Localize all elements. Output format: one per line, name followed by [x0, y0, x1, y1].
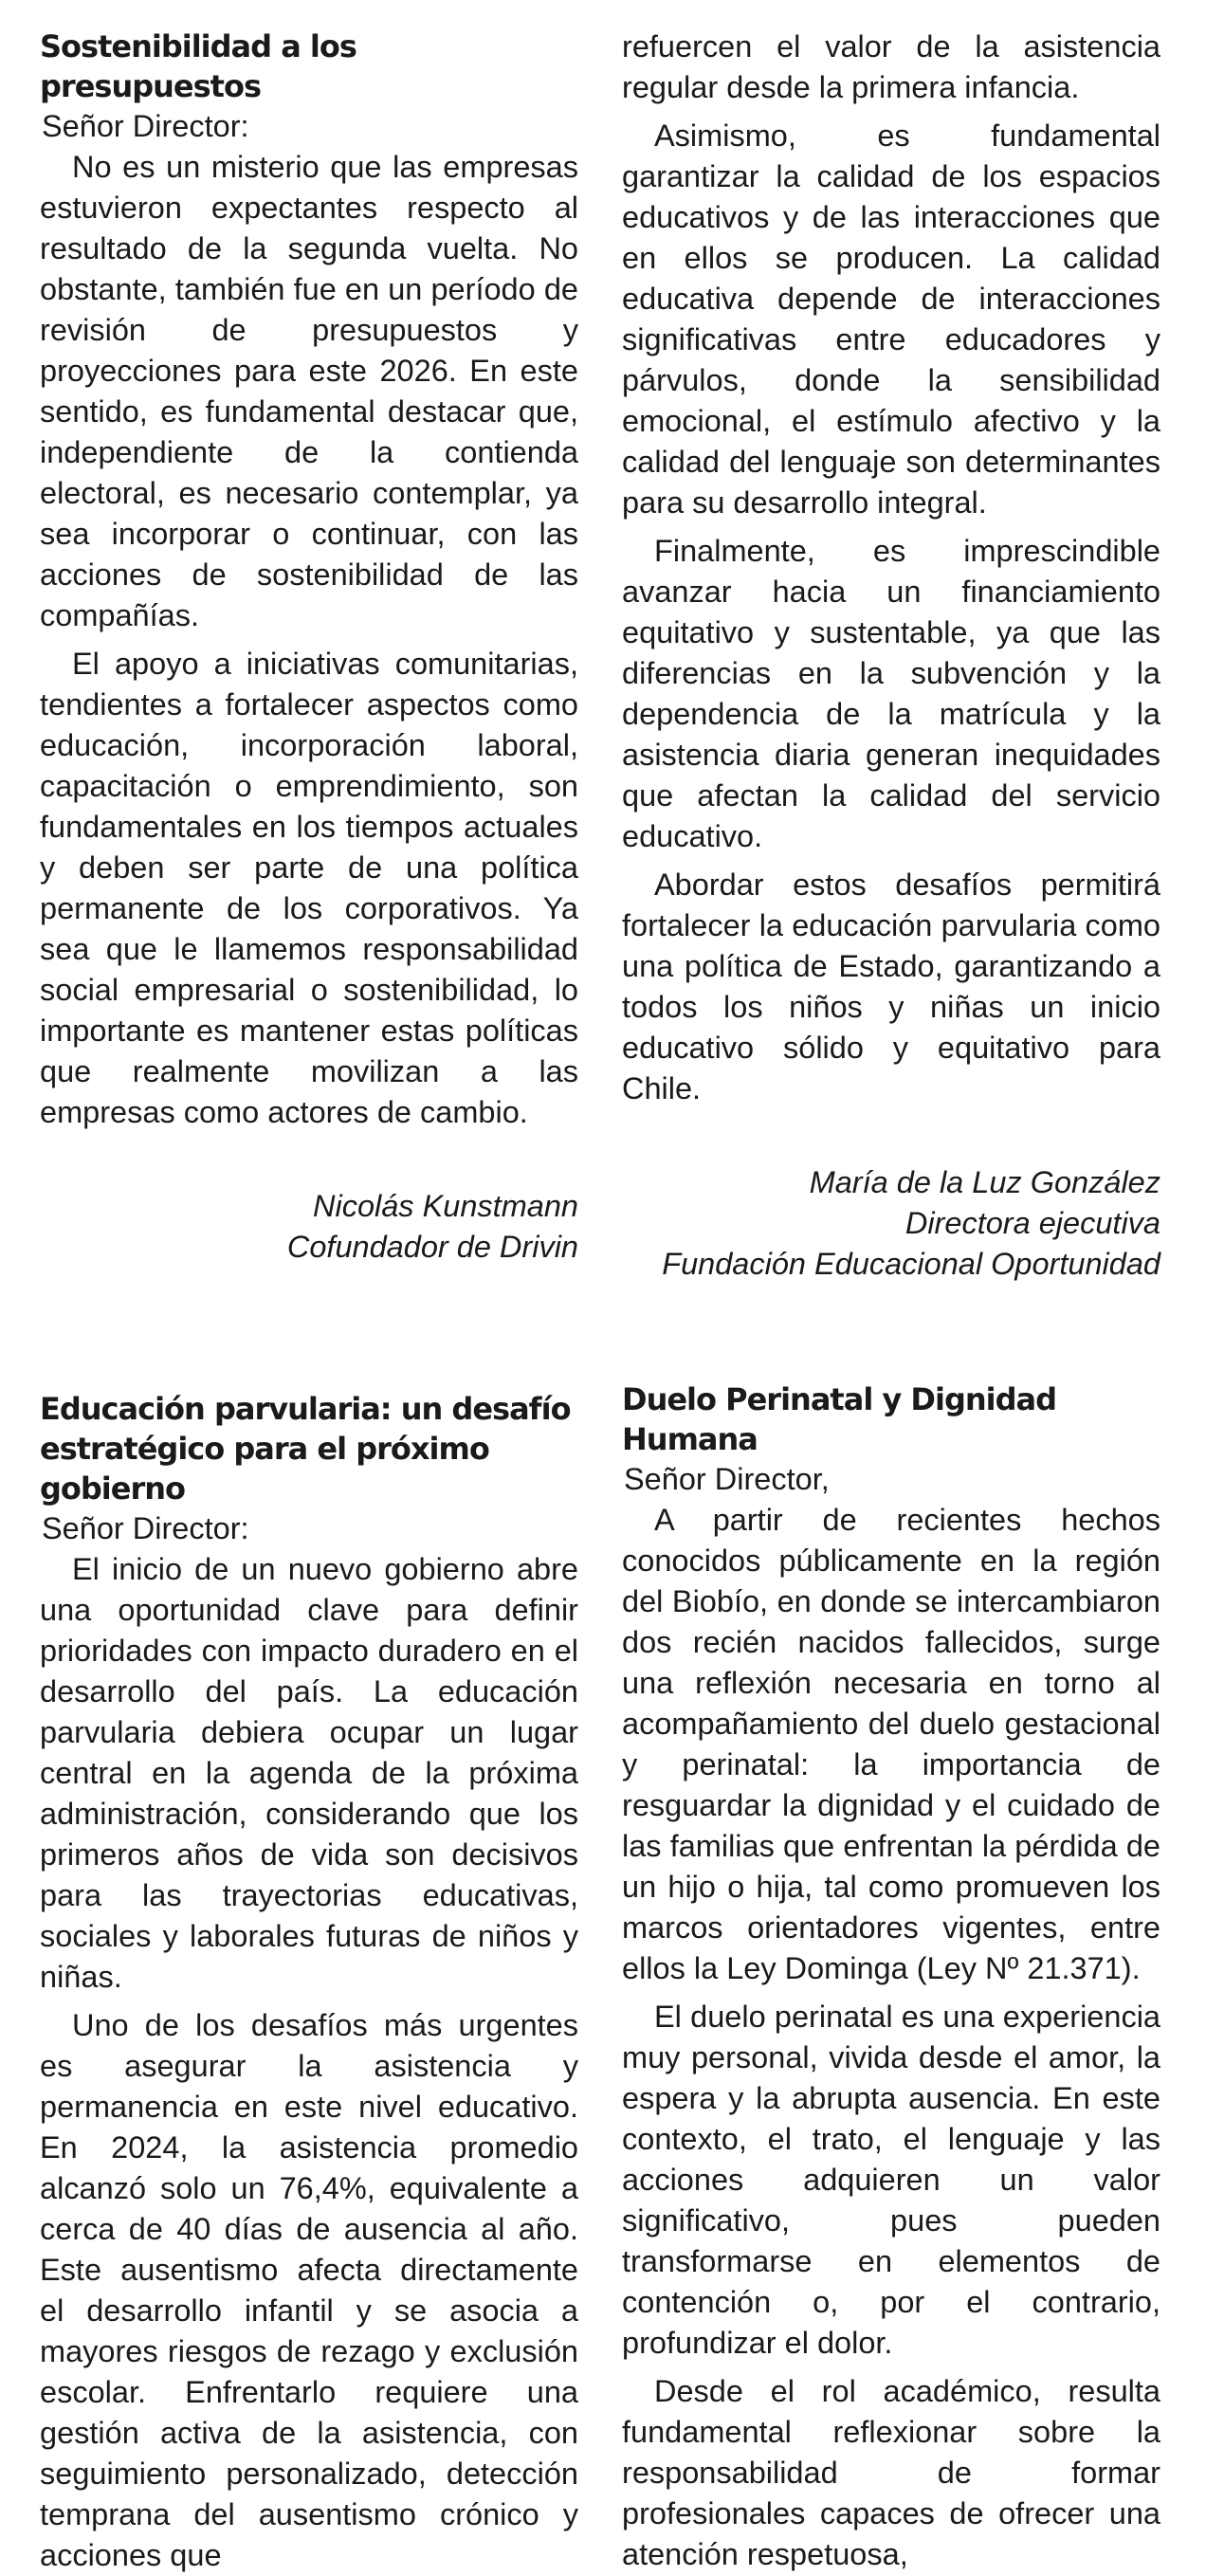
left-column	[40, 27, 578, 2576]
letter-signature	[40, 1186, 578, 1268]
signature-organization: Fundación Educacional Oportunidad	[662, 1247, 1160, 1281]
letter-paragraph: El apoyo a iniciativas comunitarias, tendientes a fortalecer aspectos como educación, incorporación laboral, capacitación o emprendimiento, son fundamentales en los tiempos actuales y deben ser parte de una política permanente de los corporativos. Ya sea que le llamemos responsabilidad social empresarial o sostenibilidad, lo importante es mantener estas políticas que realmente movilizan a las empresas como actores de cambio.	[40, 647, 578, 1129]
letter-sostenibilidad	[40, 27, 578, 1268]
signature-name: Nicolás Kunstmann	[313, 1189, 578, 1223]
letter-separator	[622, 1285, 1160, 1379]
letter-signature	[622, 1162, 1160, 1285]
letter-paragraph: El inicio de un nuevo gobierno abre una oportunidad clave para definir prioridades con impacto duradero en el desarrollo del país. La educación parvularia debiera ocupar un lugar central en la agenda de la próxima administración, considerando que los primeros años de vida son decisivos para las trayectorias educativas, sociales y laborales futuras de niños y niñas.	[40, 1552, 578, 1994]
letter-duelo-perinatal	[622, 1379, 1160, 2575]
letter-paragraph: A partir de recientes hechos conocidos públicamente en la región del Biobío, en donde se intercambiaron dos recién nacidos fallecidos, surge una reflexión necesaria en torno al acompañamiento del duelo gestacional y perinatal: la importancia de resguardar la dignidad y el cuidado de las familias que enfrentan la pérdida de un hijo o hija, tal como promueven los marcos orientadores vigentes, entre ellos la Ley Dominga (Ley Nº 21.371).	[622, 1503, 1160, 1985]
letter-educacion-parvularia	[40, 1389, 578, 2576]
letter-separator	[40, 1268, 578, 1389]
letter-greeting: Señor Director:	[42, 1511, 249, 1545]
letter-paragraph-continuation: refuercen el valor de la asistencia regular desde la primera infancia.	[622, 29, 1160, 104]
letter-greeting: Señor Director:	[42, 109, 249, 143]
right-column	[622, 27, 1160, 2575]
letter-paragraph: No es un misterio que las empresas estuvieron expectantes respecto al resultado de la segunda vuelta. No obstante, también fue en un período de revisión de presupuestos y proyecciones para este 2026. En este sentido, es fundamental destacar que, independiente de la contienda electoral, es necesario contemplar, ya sea incorporar o continuar, con las acciones de sostenibilidad de las compañías.	[40, 150, 578, 632]
letter-paragraph: El duelo perinatal es una experiencia muy personal, vivida desde el amor, la espera y la abrupta ausencia. En este contexto, el trato, el lenguaje y las acciones adquieren un valor significativo, pues pueden transformarse en elementos de contención o, por el contrario, profundizar el dolor.	[622, 2000, 1160, 2360]
letter-paragraph: Desde el rol académico, resulta fundamental reflexionar sobre la responsabilidad de formar profesionales capaces de ofrecer una atención respetuosa,	[622, 2374, 1160, 2571]
letter-headline: Sostenibilidad a los presupuestos	[40, 28, 356, 104]
letter-paragraph: Asimismo, es fundamental garantizar la calidad de los espacios educativos y de las interacciones que en ellos se producen. La calidad educativa depende de interacciones significativas entre educadores y párvulos, donde la sensibilidad emocional, el estímulo afectivo y la calidad del lenguaje son determinantes para su desarrollo integral.	[622, 119, 1160, 520]
signature-title: Cofundador de Drivin	[286, 1230, 578, 1264]
signature-name: María de la Luz González	[809, 1165, 1160, 1199]
signature-title: Directora ejecutiva	[904, 1206, 1160, 1240]
letter-greeting: Señor Director,	[624, 1462, 830, 1496]
letter-paragraph: Uno de los desafíos más urgentes es asegurar la asistencia y permanencia en este nivel educativo. En 2024, la asistencia promedio alcanzó solo un 76,4%, equivalente a cerca de 40 días de ausencia al año. Este ausentismo afecta directamente el desarrollo infantil y se asocia a mayores riesgos de rezago y exclusión escolar. Enfrentarlo requiere una gestión activa de la asistencia, con seguimiento personalizado, detección temprana del ausentismo crónico y acciones que	[40, 2008, 578, 2572]
letter-paragraph: Abordar estos desafíos permitirá fortalecer la educación parvularia como una política de Estado, garantizando a todos los niños y niñas un inicio educativo sólido y equitativo para Chile.	[622, 868, 1160, 1105]
letter-paragraph: Finalmente, es imprescindible avanzar hacia un financiamiento equitativo y sustentable, ya que las diferencias en la subvención y la dependencia de la matrícula y la asistencia diaria generan inequidades que afectan la calidad del servicio educativo.	[622, 534, 1160, 853]
letter-headline: Duelo Perinatal y Dignidad Humana	[622, 1381, 1057, 1457]
letter-headline: Educación parvularia: un desafío estratégico para el próximo gobierno	[40, 1391, 571, 1507]
letter-educacion-parvularia-continued	[622, 27, 1160, 1285]
